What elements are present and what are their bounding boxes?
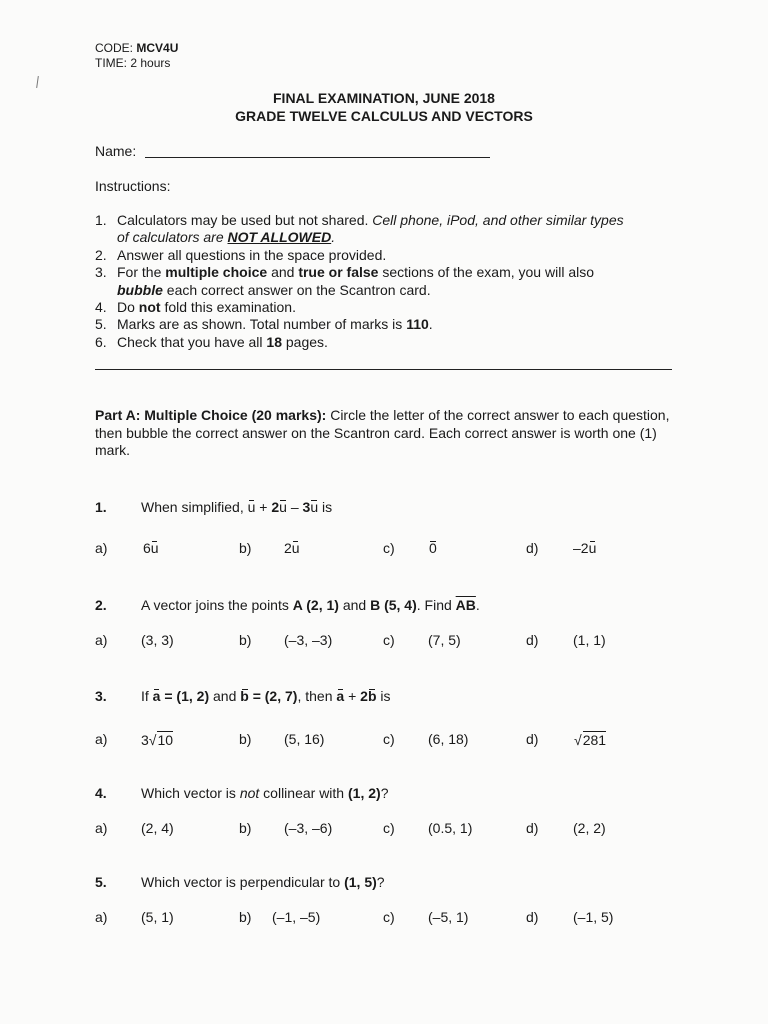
answer-choice: (1, 1): [573, 632, 606, 648]
instruction-item: 4. Do not fold this examination.: [95, 299, 296, 316]
answer-choice: 2u: [284, 540, 300, 556]
name-field[interactable]: [145, 157, 490, 158]
answer-choice: (2, 2): [573, 820, 606, 836]
name-label: Name:: [95, 143, 137, 159]
answer-choice: (2, 4): [141, 820, 174, 836]
answer-choice: (–1, –5): [272, 909, 321, 925]
option-label[interactable]: b): [239, 540, 252, 556]
option-label[interactable]: d): [526, 731, 539, 747]
option-label[interactable]: d): [526, 909, 539, 925]
instruction-item: 2. Answer all questions in the space provided.: [95, 246, 387, 263]
option-label[interactable]: c): [383, 820, 395, 836]
answer-choice: (6, 18): [428, 731, 469, 747]
option-label[interactable]: a): [95, 540, 108, 556]
answer-choice: (–3, –3): [284, 632, 333, 648]
code-line: CODE: MCV4U: [95, 41, 179, 55]
exam-title: FINAL EXAMINATION, JUNE 2018: [273, 90, 495, 106]
option-label[interactable]: a): [95, 909, 108, 925]
option-label[interactable]: b): [239, 820, 252, 836]
course-code: MCV4U: [136, 41, 179, 55]
answer-choice: √281: [574, 732, 607, 748]
answer-choice: 6u: [143, 540, 159, 556]
instruction-item: 1. Calculators may be used but not shared. Cell phone, iPod, and other similar types of calculators are NOT ALLOWED.: [95, 212, 624, 246]
answer-choice: 0: [429, 540, 437, 556]
option-label[interactable]: c): [383, 540, 395, 556]
answer-choice: (0.5, 1): [428, 820, 473, 836]
part-a-intro: [95, 407, 685, 460]
question-text: If a = (1, 2) and b = (2, 7), then a + 2b is: [141, 688, 391, 704]
instructions-heading: Instructions:: [95, 178, 171, 194]
question-text: When simplified, u + 2u – 3u is: [141, 499, 333, 515]
answer-choice: (–1, 5): [573, 909, 614, 925]
answer-choice: (5, 1): [141, 909, 174, 925]
instruction-item: 5. Marks are as shown. Total number of marks is 110.: [95, 316, 433, 333]
scan-mark: [36, 76, 39, 88]
exam-time: 2 hours: [130, 56, 171, 70]
option-label[interactable]: c): [383, 731, 395, 747]
option-label[interactable]: a): [95, 632, 108, 648]
option-label[interactable]: b): [239, 909, 252, 925]
part-a-heading: Part A: Multiple Choice (20 marks):: [95, 407, 327, 423]
time-line: TIME: 2 hours: [95, 56, 171, 70]
instruction-item: 3. For the multiple choice and true or false sections of the exam, you will also bubble each correct answer on the Scantron card.: [95, 264, 594, 298]
instructions-list: [95, 212, 695, 351]
part-a-text: Circle the letter of the correct answer to each question, then bubble the correct answer on the Scantron card. Each correct answer is worth one (1) mark.: [95, 407, 670, 458]
option-label[interactable]: d): [526, 540, 539, 556]
divider: [95, 369, 672, 370]
option-label[interactable]: d): [526, 632, 539, 648]
exam-page: CODE: MCV4U TIME: 2 hours FINAL EXAMINATION, JUNE 2018 GRADE TWELVE CALCULUS AND VECTORS Name: Instructions: 1. Calculators may be used but not shared. Cell phone, iPod, and other similar types of calculators are NOT ALLOWED. 2. Answer all questions in the space provided. 3. For the multiple choice and true or false sections of the exam, you will also bubble each correct answer on the Scantron card. 4. Do not fold this examination. 5. Marks are as shown. Total number of marks is 110. 6. Check that you have all 18 pages. Part A: Multiple Choice (20 marks): Circle the letter of the correct answer to each question, then bubble the correct answer on the Scantron card. Each correct answer is worth one (1) mark. 1. When simplified, u + 2u – 3u is a) 6u b) 2u c) 0 d) –2u 2. A vector joins the points A (2, 1) and B (5, 4). Find $\overline{AB}$. a) (3, 3) b) (–3, –3) c) (7, 5) d) (1, 1) 3. If a = (1, 2) and b = (2, 7), then a + 2b is a) 3√10 b) (5, 16) c) (6, 18) d) √281 4. Which vector is not collinear with (1, 2)? a) (2, 4) b) (–3, –6) c) (0.5, 1) d) (2, 2) 5. Which vector is perpendicular to (1, 5)? a) (5, 1) b) (–1, –5) c) (–5, 1) d) (–1, 5): [0, 0, 768, 1024]
option-label[interactable]: b): [239, 731, 252, 747]
answer-choice: (–3, –6): [284, 820, 333, 836]
question-text: Which vector is not collinear with (1, 2)?: [141, 785, 389, 801]
option-label[interactable]: b): [239, 632, 252, 648]
answer-choice: (3, 3): [141, 632, 174, 648]
exam-subtitle: GRADE TWELVE CALCULUS AND VECTORS: [235, 108, 533, 124]
question-text: Which vector is perpendicular to (1, 5)?: [141, 874, 385, 890]
instruction-item: 6. Check that you have all 18 pages.: [95, 333, 328, 350]
answer-choice: –2u: [573, 540, 597, 556]
option-label[interactable]: c): [383, 909, 395, 925]
answer-choice: 3√10: [141, 732, 174, 748]
option-label[interactable]: a): [95, 820, 108, 836]
option-label[interactable]: d): [526, 820, 539, 836]
question-text: A vector joins the points A (2, 1) and B (5, 4). Find $\overline{AB}$.: [141, 597, 480, 613]
option-label[interactable]: a): [95, 731, 108, 747]
answer-choice: (7, 5): [428, 632, 461, 648]
answer-choice: (5, 16): [284, 731, 325, 747]
answer-choice: (–5, 1): [428, 909, 469, 925]
option-label[interactable]: c): [383, 632, 395, 648]
